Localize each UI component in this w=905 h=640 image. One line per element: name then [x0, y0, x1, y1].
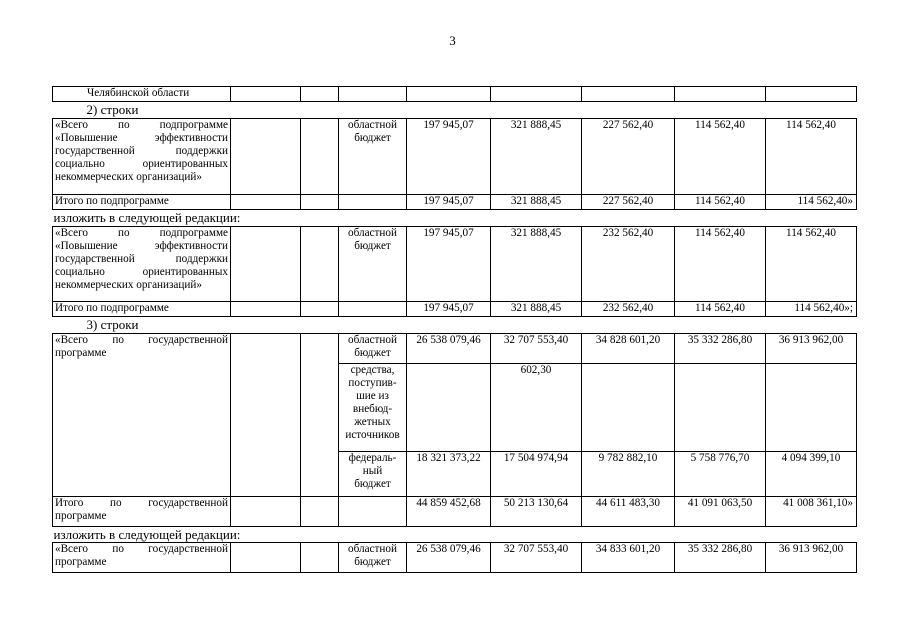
- value-cell: 41 008 361,10»: [766, 497, 857, 527]
- table-row: [53, 543, 857, 573]
- subprogram-total-label: «Всего по подпрограмме «Повышение эффективности государственной поддержки социально ориентированных некоммерческих организаций»: [53, 227, 231, 302]
- value-cell: 321 888,45: [491, 119, 582, 195]
- region-cell: Челябинской области: [53, 87, 231, 102]
- section-heading-row: [53, 317, 857, 334]
- value-cell: 26 538 079,46: [407, 543, 491, 573]
- page-number: 3: [449, 33, 456, 48]
- subprogram-total-label: «Всего по подпрограмме «Повышение эффективности государственной поддержки социально ориентированных некоммерческих организаций»: [53, 119, 231, 195]
- value-cell: 114 562,40: [675, 119, 766, 195]
- funding-source: областной бюджет: [339, 543, 407, 573]
- value-cell: [766, 364, 857, 452]
- value-cell: 32 707 553,40: [491, 543, 582, 573]
- value-cell: 36 913 962,00: [766, 334, 857, 364]
- value-cell: 35 332 286,80: [675, 543, 766, 573]
- value-cell: [407, 364, 491, 452]
- value-cell: 17 504 974,94: [491, 452, 582, 497]
- value-cell: 4 094 399,10: [766, 452, 857, 497]
- value-cell: 50 213 130,64: [491, 497, 582, 527]
- value-cell: 41 091 063,50: [675, 497, 766, 527]
- value-cell: 35 332 286,80: [675, 334, 766, 364]
- value-cell: 232 562,40: [582, 227, 675, 302]
- table-row: [53, 334, 857, 364]
- table-row: [53, 195, 857, 210]
- section-heading-row: [53, 527, 857, 543]
- subprogram-itogo-label: Итого по подпрограмме: [53, 302, 231, 317]
- section-heading-row: [53, 210, 857, 227]
- value-cell: 227 562,40: [582, 195, 675, 210]
- value-cell: 197 945,07: [407, 227, 491, 302]
- value-cell: 34 833 601,20: [582, 543, 675, 573]
- table-row: [53, 227, 857, 302]
- value-cell: 197 945,07: [407, 302, 491, 317]
- value-cell: 321 888,45: [491, 302, 582, 317]
- value-cell: 36 913 962,00: [766, 543, 857, 573]
- program-total-label: «Всего по государственной программе: [53, 334, 231, 497]
- value-cell: 197 945,07: [407, 195, 491, 210]
- value-cell: 32 707 553,40: [491, 334, 582, 364]
- funding-source: областной бюджет: [339, 227, 407, 302]
- value-cell: [582, 364, 675, 452]
- subprogram-itogo-label: Итого по подпрограмме: [53, 195, 231, 210]
- value-cell: 18 321 373,22: [407, 452, 491, 497]
- new-edition-heading: изложить в следующей редакции:: [53, 210, 241, 225]
- value-cell: 197 945,07: [407, 119, 491, 195]
- funding-source: средства, поступив- шие из внебюд- жетных источников: [339, 364, 407, 452]
- value-cell: 9 782 882,10: [582, 452, 675, 497]
- value-cell: 114 562,40: [675, 302, 766, 317]
- new-edition-heading: изложить в следующей редакции:: [53, 527, 241, 542]
- table-row: [53, 302, 857, 317]
- value-cell: 232 562,40: [582, 302, 675, 317]
- value-cell: 227 562,40: [582, 119, 675, 195]
- table-row: [53, 497, 857, 527]
- section-heading-row: [53, 102, 857, 119]
- section-3-heading: 3) строки: [86, 317, 139, 332]
- table-row: [53, 119, 857, 195]
- program-itogo-label: Итого по государственной программе: [53, 497, 231, 527]
- section-2-heading: 2) строки: [86, 102, 139, 117]
- value-cell: 114 562,40: [766, 227, 857, 302]
- funding-source: областной бюджет: [339, 119, 407, 195]
- value-cell: 321 888,45: [491, 227, 582, 302]
- value-cell: 114 562,40»: [766, 195, 857, 210]
- funding-source: федераль- ный бюджет: [339, 452, 407, 497]
- value-cell: [675, 364, 766, 452]
- value-cell: 26 538 079,46: [407, 334, 491, 364]
- funding-source: областной бюджет: [339, 334, 407, 364]
- value-cell: 602,30: [491, 364, 582, 452]
- value-cell: 5 758 776,70: [675, 452, 766, 497]
- value-cell: 114 562,40: [766, 119, 857, 195]
- value-cell: 44 859 452,68: [407, 497, 491, 527]
- table-row: [53, 87, 857, 102]
- value-cell: 114 562,40»;: [766, 302, 857, 317]
- value-cell: 114 562,40: [675, 195, 766, 210]
- value-cell: 321 888,45: [491, 195, 582, 210]
- value-cell: 44 611 483,30: [582, 497, 675, 527]
- amendment-table: [52, 86, 857, 573]
- value-cell: 34 828 601,20: [582, 334, 675, 364]
- program-total-label: «Всего по государственной программе: [53, 543, 231, 573]
- value-cell: 114 562,40: [675, 227, 766, 302]
